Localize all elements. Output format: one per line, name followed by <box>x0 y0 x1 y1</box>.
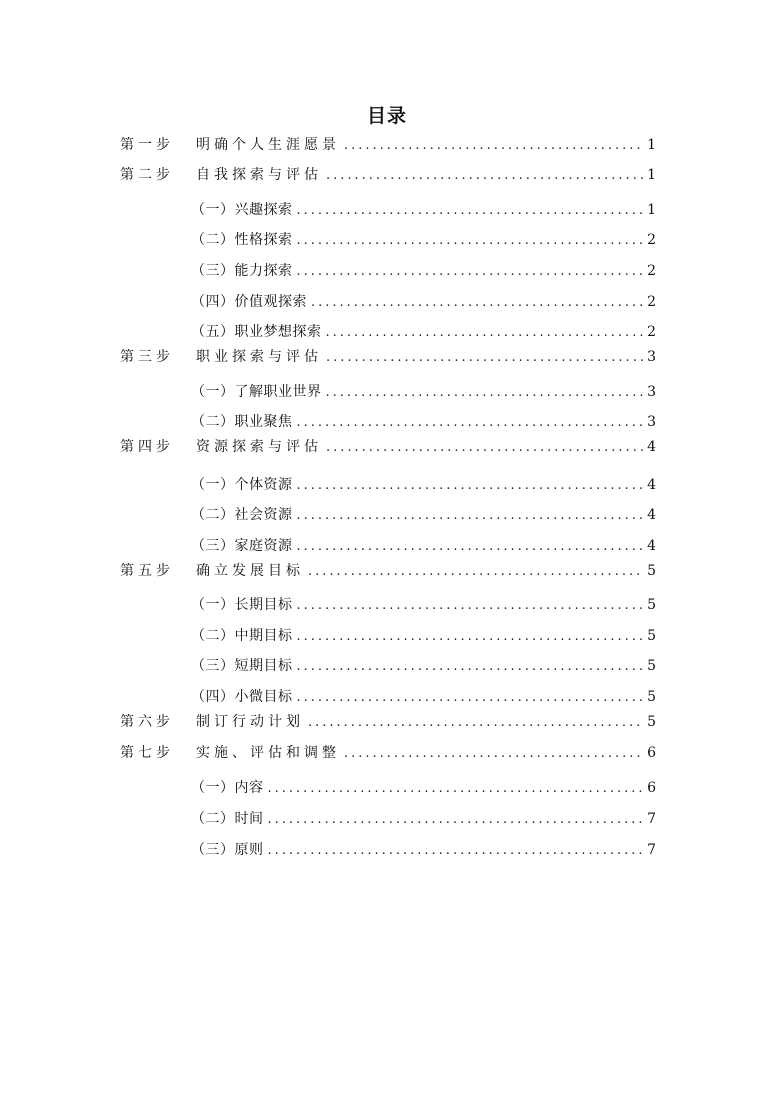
toc-subentry[interactable] <box>191 411 656 433</box>
toc-entry[interactable] <box>120 711 656 733</box>
toc-entry[interactable] <box>120 436 656 458</box>
toc-leader-dots <box>297 505 644 527</box>
toc-page-number: 3 <box>647 414 656 430</box>
toc-page-number: 5 <box>647 563 656 579</box>
toc-page-number: 1 <box>647 202 656 218</box>
toc-entry[interactable] <box>120 742 656 764</box>
toc-leader-dots <box>326 165 643 187</box>
toc-subentry-title: （二）社会资源 <box>191 507 293 523</box>
toc-page-number: 1 <box>647 167 656 183</box>
toc-entry[interactable] <box>120 346 656 368</box>
toc-page-number: 5 <box>647 658 656 674</box>
toc-leader-dots <box>308 561 643 583</box>
toc-leader-dots <box>326 437 643 459</box>
toc-page-number: 7 <box>647 842 656 858</box>
toc-subentry-title: （一）内容 <box>191 780 264 796</box>
toc-page-number: 5 <box>647 597 656 613</box>
toc-page-number: 5 <box>647 689 656 705</box>
toc-page-number: 1 <box>647 137 656 153</box>
toc-subentry[interactable] <box>191 504 656 526</box>
toc-page-number: 3 <box>647 384 656 400</box>
toc-subentry[interactable] <box>191 291 656 313</box>
toc-subentry[interactable] <box>191 474 656 496</box>
toc-entry-title: 资源探索与评估 <box>196 439 322 455</box>
toc-page-number: 5 <box>647 714 656 730</box>
toc-subentry-title: （一）个体资源 <box>191 477 293 493</box>
toc-leader-dots <box>326 347 643 369</box>
toc-page-number: 2 <box>647 324 656 340</box>
toc-entry-title: 实施、评估和调整 <box>196 745 340 761</box>
toc-subentry[interactable] <box>191 655 656 677</box>
toc-page-number: 4 <box>647 439 656 455</box>
toc-step-label: 第五步 <box>120 563 174 579</box>
toc-subentry-title: （一）长期目标 <box>191 597 293 613</box>
toc-step-label: 第一步 <box>120 137 174 153</box>
toc-step-label: 第二步 <box>120 167 174 183</box>
toc-page-number: 2 <box>647 294 656 310</box>
toc-leader-dots <box>297 687 644 709</box>
toc-subentry[interactable] <box>191 321 656 343</box>
toc-subentry-title: （五）职业梦想探索 <box>191 324 322 340</box>
toc-subentry-title: （二）中期目标 <box>191 628 293 644</box>
toc-subentry-title: （三）短期目标 <box>191 658 293 674</box>
toc-step-label: 第六步 <box>120 714 174 730</box>
toc-leader-dots <box>297 626 644 648</box>
toc-subentry[interactable] <box>191 229 656 251</box>
toc-leader-dots <box>297 412 644 434</box>
toc-subentry[interactable] <box>191 625 656 647</box>
toc-leader-dots <box>326 322 644 344</box>
toc-leader-dots <box>344 743 643 765</box>
toc-leader-dots <box>326 382 644 404</box>
toc-entry-title: 制订行动计划 <box>196 714 304 730</box>
toc-leader-dots <box>297 595 644 617</box>
toc-subentry[interactable] <box>191 535 656 557</box>
toc-leader-dots <box>308 712 643 734</box>
toc-leader-dots <box>297 200 644 222</box>
toc-subentry[interactable] <box>191 594 656 616</box>
toc-step-label: 第三步 <box>120 349 174 365</box>
toc-entry[interactable] <box>120 560 656 582</box>
toc-leader-dots <box>297 536 644 558</box>
toc-subentry-title: （二）时间 <box>191 811 264 827</box>
toc-entry-title: 职业探索与评估 <box>196 349 322 365</box>
toc-subentry-title: （三）家庭资源 <box>191 538 293 554</box>
toc-subentry-title: （一）兴趣探索 <box>191 202 293 218</box>
toc-entry[interactable] <box>120 164 656 186</box>
toc-subentry[interactable] <box>191 199 656 221</box>
toc-page-number: 4 <box>647 538 656 554</box>
toc-page-number: 4 <box>647 477 656 493</box>
toc-subentry-title: （四）价值观探索 <box>191 294 307 310</box>
toc-page-number: 4 <box>647 507 656 523</box>
toc-subentry[interactable] <box>191 381 656 403</box>
toc-page-number: 3 <box>647 349 656 365</box>
toc-entry[interactable] <box>120 134 656 156</box>
toc-leader-dots <box>297 230 644 252</box>
toc-page-number: 2 <box>647 232 656 248</box>
toc-subentry[interactable] <box>191 777 656 799</box>
toc-subentry-title: （四）小微目标 <box>191 689 293 705</box>
toc-subentry[interactable] <box>191 839 656 861</box>
toc-subentry-title: （二）职业聚焦 <box>191 414 293 430</box>
toc-step-label: 第四步 <box>120 439 174 455</box>
toc-page-number: 7 <box>647 811 656 827</box>
toc-page-number: 6 <box>647 745 656 761</box>
toc-leader-dots <box>344 135 643 157</box>
toc-subentry[interactable] <box>191 686 656 708</box>
toc-leader-dots <box>268 778 644 800</box>
toc-leader-dots <box>268 809 644 831</box>
toc-step-label: 第七步 <box>120 745 174 761</box>
toc-entry-title: 明确个人生涯愿景 <box>196 137 340 153</box>
toc-leader-dots <box>311 292 643 314</box>
toc-subentry-title: （三）原则 <box>191 842 264 858</box>
toc-leader-dots <box>297 261 644 283</box>
toc-page-number: 2 <box>647 263 656 279</box>
toc-page-number: 6 <box>647 780 656 796</box>
toc-leader-dots <box>268 840 644 862</box>
page-title: 目录 <box>366 105 407 127</box>
toc-page-number: 5 <box>647 628 656 644</box>
toc-entry-title: 确立发展目标 <box>196 563 304 579</box>
toc-subentry[interactable] <box>191 260 656 282</box>
toc-entry-title: 自我探索与评估 <box>196 167 322 183</box>
toc-subentry-title: （二）性格探索 <box>191 232 293 248</box>
toc-leader-dots <box>297 475 644 497</box>
toc-subentry[interactable] <box>191 808 656 830</box>
toc-subentry-title: （三）能力探索 <box>191 263 293 279</box>
toc-subentry-title: （一）了解职业世界 <box>191 384 322 400</box>
toc-leader-dots <box>297 656 644 678</box>
